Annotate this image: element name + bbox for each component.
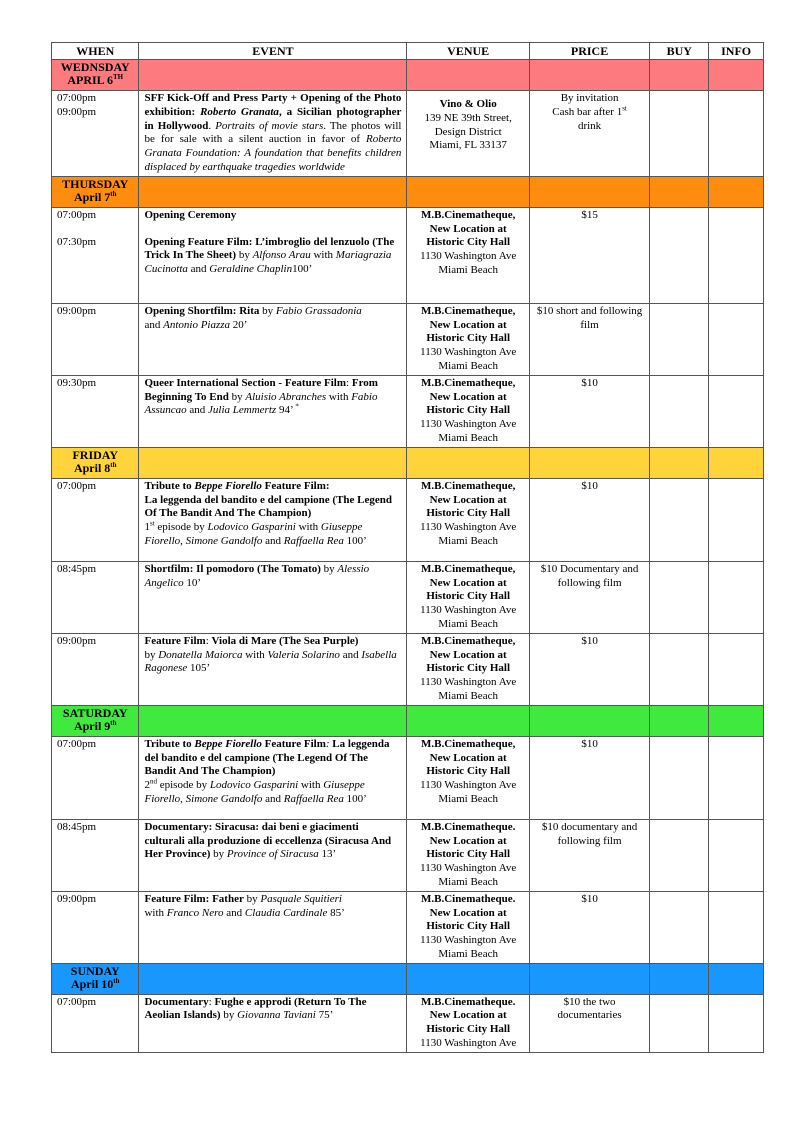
event-price: $10 — [529, 736, 649, 819]
event-price: $10 documentary and following film — [529, 819, 649, 891]
event-price: $10 — [529, 891, 649, 963]
event-description: Tribute to Beppe Fiorello Feature Film: La leggenda del bandito e del campione (The Legend Of The Bandit And The Champion) 1st episode by Lodovico Gasparini with Giuseppe Fiorello, Simone Gandolfo and Raffaella Rea 100’ — [139, 478, 407, 561]
day-label-saturday: SATURDAY April 9th — [52, 705, 139, 736]
event-price: $10 — [529, 375, 649, 447]
event-row — [52, 207, 764, 303]
header-info: INFO — [709, 43, 764, 60]
event-description: Feature Film: Father by Pasquale Squitieri with Franco Nero and Claudia Cardinale 85’ — [139, 891, 407, 963]
info-cell[interactable] — [709, 303, 764, 375]
event-price: $10 — [529, 633, 649, 705]
info-cell[interactable] — [709, 633, 764, 705]
event-description: Tribute to Beppe Fiorello Feature Film: La leggenda del bandito e del campione (The Legend Of The Bandit And The Champion) 2nd episode by Lodovico Gasparini with Giuseppe Fiorello, Simone Gandolfo and Raffaella Rea 100’ — [139, 736, 407, 819]
buy-cell[interactable] — [650, 891, 709, 963]
buy-cell[interactable] — [650, 91, 709, 177]
event-time: 09:00pm — [52, 303, 139, 375]
event-price: $10 Documentary and following film — [529, 561, 649, 633]
buy-cell[interactable] — [650, 375, 709, 447]
event-description: Opening Ceremony Opening Feature Film: L’imbroglio del lenzuolo (The Trick In The Sheet) by Alfonso Arau with Mariagrazia Cucinotta and Geraldine Chaplin100’ — [139, 207, 407, 303]
event-time: 08:45pm — [52, 561, 139, 633]
event-venue: M.B.Cinematheque, New Location at Historic City Hall 1130 Washington Ave Miami Beach — [407, 303, 529, 375]
event-description: Shortfilm: Il pomodoro (The Tomato) by Alessio Angelico 10’ — [139, 561, 407, 633]
buy-cell[interactable] — [650, 303, 709, 375]
event-venue: M.B.Cinematheque, New Location at Historic City Hall 1130 Washington Ave Miami Beach — [407, 561, 529, 633]
event-row — [52, 819, 764, 891]
event-venue: M.B.Cinematheque. New Location at Historic City Hall 1130 Washington Ave Miami Beach — [407, 891, 529, 963]
event-description: SFF Kick-Off and Press Party + Opening of the Photo exhibition: Roberto Granata, a Sicilian photographer in Hollywood. Portraits of movie stars. The photos will be for sale with a silent auction in favor of Roberto Granata Foundation: A foundation that benefits children displaced by earthquake tragedies worldwide — [139, 91, 407, 177]
buy-cell[interactable] — [650, 819, 709, 891]
event-venue: M.B.Cinematheque, New Location at Historic City Hall 1130 Washington Ave Miami Beach — [407, 478, 529, 561]
event-description: Feature Film: Viola di Mare (The Sea Purple) by Donatella Maiorca with Valeria Solarino and Isabella Ragonese 105’ — [139, 633, 407, 705]
event-row — [52, 736, 764, 819]
event-row — [52, 303, 764, 375]
event-row — [52, 478, 764, 561]
event-venue: M.B.Cinematheque, New Location at Historic City Hall 1130 Washington Ave Miami Beach — [407, 633, 529, 705]
event-description: Documentary: Siracusa: dai beni e giacimenti culturali alla produzione di eccellenza (Siracusa And Her Province) by Province of Siracusa 13’ — [139, 819, 407, 891]
event-venue: M.B.Cinematheque. New Location at Historic City Hall 1130 Washington Ave — [407, 994, 529, 1052]
day-row-saturday — [52, 705, 764, 736]
event-row — [52, 91, 764, 177]
event-venue: M.B.Cinematheque, New Location at Historic City Hall 1130 Washington Ave Miami Beach — [407, 736, 529, 819]
event-row — [52, 633, 764, 705]
info-cell[interactable] — [709, 375, 764, 447]
day-label-thursday: THURSDAY April 7th — [52, 176, 139, 207]
info-cell[interactable] — [709, 891, 764, 963]
info-cell[interactable] — [709, 478, 764, 561]
info-cell[interactable] — [709, 91, 764, 177]
event-description: Opening Shortfilm: Rita by Fabio Grassadonia and Antonio Piazza 20’ — [139, 303, 407, 375]
day-label-sunday: SUNDAY April 10th — [52, 963, 139, 994]
info-cell[interactable] — [709, 994, 764, 1052]
header-venue: VENUE — [407, 43, 529, 60]
day-label-friday: FRIDAY April 8th — [52, 447, 139, 478]
event-venue: M.B.Cinematheque, New Location at Historic City Hall 1130 Washington Ave Miami Beach — [407, 207, 529, 303]
event-time: 07:00pm — [52, 736, 139, 819]
event-venue: M.B.Cinematheque. New Location at Historic City Hall 1130 Washington Ave Miami Beach — [407, 819, 529, 891]
event-price: $10 the two documentaries — [529, 994, 649, 1052]
event-time: 09:30pm — [52, 375, 139, 447]
schedule-table — [51, 42, 764, 1053]
event-price: $10 short and following film — [529, 303, 649, 375]
header-buy: BUY — [650, 43, 709, 60]
info-cell[interactable] — [709, 819, 764, 891]
event-price: By invitation Cash bar after 1st drink — [529, 91, 649, 177]
event-row — [52, 891, 764, 963]
header-row — [52, 43, 764, 60]
day-row-sunday — [52, 963, 764, 994]
header-price: PRICE — [529, 43, 649, 60]
event-time: 08:45pm — [52, 819, 139, 891]
buy-cell[interactable] — [650, 478, 709, 561]
buy-cell[interactable] — [650, 994, 709, 1052]
event-venue: M.B.Cinematheque, New Location at Historic City Hall 1130 Washington Ave Miami Beach — [407, 375, 529, 447]
event-time: 09:00pm — [52, 891, 139, 963]
event-time: 07:00pm — [52, 994, 139, 1052]
event-row — [52, 994, 764, 1052]
event-time: 09:00pm — [52, 633, 139, 705]
event-venue: Vino & Olio 139 NE 39th Street, Design District Miami, FL 33137 — [407, 91, 529, 177]
event-description: Queer International Section - Feature Film: From Beginning To End by Aluisio Abranches with Fabio Assuncao and Julia Lemmertz 94’ * — [139, 375, 407, 447]
event-time: 07:00pm 07:30pm — [52, 207, 139, 303]
info-cell[interactable] — [709, 207, 764, 303]
day-row-thursday — [52, 176, 764, 207]
event-description: Documentary: Fughe e approdi (Return To The Aeolian Islands) by Giovanna Taviani 75’ — [139, 994, 407, 1052]
header-event: EVENT — [139, 43, 407, 60]
buy-cell[interactable] — [650, 633, 709, 705]
event-time: 07:00pm 09:00pm — [52, 91, 139, 177]
buy-cell[interactable] — [650, 561, 709, 633]
event-time: 07:00pm — [52, 478, 139, 561]
event-price: $10 — [529, 478, 649, 561]
header-when: WHEN — [52, 43, 139, 60]
buy-cell[interactable] — [650, 207, 709, 303]
event-price: $15 — [529, 207, 649, 303]
day-row-wednesday — [52, 60, 764, 91]
day-label-wednesday: WEDNSDAY APRIL 6TH — [52, 60, 139, 91]
day-row-friday — [52, 447, 764, 478]
event-row — [52, 375, 764, 447]
info-cell[interactable] — [709, 736, 764, 819]
info-cell[interactable] — [709, 561, 764, 633]
buy-cell[interactable] — [650, 736, 709, 819]
event-row — [52, 561, 764, 633]
